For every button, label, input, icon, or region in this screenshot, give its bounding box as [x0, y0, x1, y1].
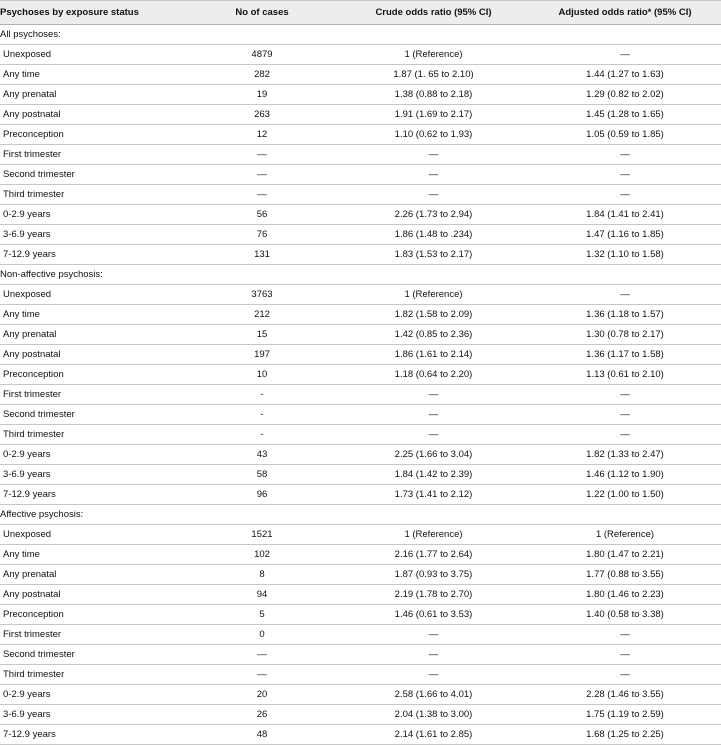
cases-cell: 131 — [186, 245, 338, 265]
cases-cell: 48 — [186, 725, 338, 745]
table-row — [0, 445, 721, 465]
crude-or-cell: 2.04 (1.38 to 3.00) — [338, 705, 529, 725]
cases-cell: — — [186, 645, 338, 665]
crude-or-cell: — — [338, 165, 529, 185]
section-label: All psychoses: — [0, 25, 721, 45]
crude-or-cell: 1.18 (0.64 to 2.20) — [338, 365, 529, 385]
row-label: 0-2.9 years — [0, 445, 186, 465]
cases-cell: 8 — [186, 565, 338, 585]
row-label: 7-12.9 years — [0, 485, 186, 505]
adjusted-or-cell: 1.45 (1.28 to 1.65) — [529, 105, 721, 125]
adjusted-or-cell: 1.29 (0.82 to 2.02) — [529, 85, 721, 105]
table-row — [0, 705, 721, 725]
row-label: Unexposed — [0, 525, 186, 545]
crude-or-cell: 2.19 (1.78 to 2.70) — [338, 585, 529, 605]
table-header — [0, 1, 721, 25]
crude-or-cell: 2.16 (1.77 to 2.64) — [338, 545, 529, 565]
section-row — [0, 505, 721, 525]
table-row — [0, 545, 721, 565]
table-row — [0, 725, 721, 745]
table-row — [0, 245, 721, 265]
crude-or-cell: 2.58 (1.66 to 4.01) — [338, 685, 529, 705]
table-row — [0, 605, 721, 625]
cases-cell: 94 — [186, 585, 338, 605]
table-row — [0, 305, 721, 325]
table-row — [0, 385, 721, 405]
crude-or-cell: 1.73 (1.41 to 2.12) — [338, 485, 529, 505]
crude-or-cell: — — [338, 385, 529, 405]
cases-cell: 3763 — [186, 285, 338, 305]
row-label: Preconception — [0, 605, 186, 625]
adjusted-or-cell: 1.40 (0.58 to 3.38) — [529, 605, 721, 625]
cases-cell: 282 — [186, 65, 338, 85]
adjusted-or-cell: 1.32 (1.10 to 1.58) — [529, 245, 721, 265]
adjusted-or-cell: 1 (Reference) — [529, 525, 721, 545]
crude-or-cell: 1 (Reference) — [338, 525, 529, 545]
table-row — [0, 185, 721, 205]
crude-or-cell: 2.26 (1.73 to 2.94) — [338, 205, 529, 225]
cases-cell: 20 — [186, 685, 338, 705]
cases-cell: — — [186, 185, 338, 205]
crude-or-cell: — — [338, 145, 529, 165]
table-row — [0, 585, 721, 605]
row-label: 7-12.9 years — [0, 725, 186, 745]
row-label: First trimester — [0, 145, 186, 165]
row-label: Third trimester — [0, 185, 186, 205]
header-crude-odds-ratio: Crude odds ratio (95% CI) — [338, 1, 529, 25]
row-label: Any prenatal — [0, 565, 186, 585]
adjusted-or-cell: 1.36 (1.17 to 1.58) — [529, 345, 721, 365]
crude-or-cell: 1.86 (1.61 to 2.14) — [338, 345, 529, 365]
row-label: 3-6.9 years — [0, 465, 186, 485]
table-row — [0, 205, 721, 225]
table-row — [0, 465, 721, 485]
crude-or-cell: 1.46 (0.61 to 3.53) — [338, 605, 529, 625]
adjusted-or-cell: — — [529, 185, 721, 205]
cases-cell: 58 — [186, 465, 338, 485]
row-label: Second trimester — [0, 165, 186, 185]
crude-or-cell: 1.38 (0.88 to 2.18) — [338, 85, 529, 105]
crude-or-cell: 2.25 (1.66 to 3.04) — [338, 445, 529, 465]
section-label: Non-affective psychosis: — [0, 265, 721, 285]
table-body — [0, 25, 721, 745]
crude-or-cell: — — [338, 405, 529, 425]
crude-or-cell: 1 (Reference) — [338, 45, 529, 65]
table-row — [0, 665, 721, 685]
cases-cell: 96 — [186, 485, 338, 505]
cases-cell: — — [186, 145, 338, 165]
crude-or-cell: 2.14 (1.61 to 2.85) — [338, 725, 529, 745]
row-label: Any prenatal — [0, 325, 186, 345]
row-label: Unexposed — [0, 45, 186, 65]
adjusted-or-cell: — — [529, 145, 721, 165]
row-label: Any postnatal — [0, 105, 186, 125]
cases-cell: 10 — [186, 365, 338, 385]
adjusted-or-cell: 1.47 (1.16 to 1.85) — [529, 225, 721, 245]
header-no-of-cases: No of cases — [186, 1, 338, 25]
row-label: Any time — [0, 65, 186, 85]
crude-or-cell: 1.87 (0.93 to 3.75) — [338, 565, 529, 585]
table-row — [0, 565, 721, 585]
row-label: Any prenatal — [0, 85, 186, 105]
table-row — [0, 645, 721, 665]
adjusted-or-cell: — — [529, 645, 721, 665]
table-row — [0, 685, 721, 705]
adjusted-or-cell: 1.82 (1.33 to 2.47) — [529, 445, 721, 465]
cases-cell: 76 — [186, 225, 338, 245]
adjusted-or-cell: 1.22 (1.00 to 1.50) — [529, 485, 721, 505]
section-row — [0, 25, 721, 45]
table-row — [0, 225, 721, 245]
cases-cell: 102 — [186, 545, 338, 565]
adjusted-or-cell: — — [529, 425, 721, 445]
row-label: Any time — [0, 545, 186, 565]
table-row — [0, 425, 721, 445]
adjusted-or-cell: — — [529, 385, 721, 405]
adjusted-or-cell: — — [529, 285, 721, 305]
crude-or-cell: 1.83 (1.53 to 2.17) — [338, 245, 529, 265]
adjusted-or-cell: — — [529, 625, 721, 645]
table-row — [0, 165, 721, 185]
row-label: Any time — [0, 305, 186, 325]
adjusted-or-cell: 1.80 (1.47 to 2.21) — [529, 545, 721, 565]
table-row — [0, 485, 721, 505]
crude-or-cell: 1 (Reference) — [338, 285, 529, 305]
row-label: Second trimester — [0, 405, 186, 425]
cases-cell: - — [186, 405, 338, 425]
table-row — [0, 405, 721, 425]
row-label: Preconception — [0, 365, 186, 385]
adjusted-or-cell: 1.44 (1.27 to 1.63) — [529, 65, 721, 85]
section-label: Affective psychosis: — [0, 505, 721, 525]
row-label: 3-6.9 years — [0, 225, 186, 245]
cases-cell: 0 — [186, 625, 338, 645]
row-label: 0-2.9 years — [0, 685, 186, 705]
adjusted-or-cell: 1.80 (1.46 to 2.23) — [529, 585, 721, 605]
adjusted-or-cell: 1.36 (1.18 to 1.57) — [529, 305, 721, 325]
adjusted-or-cell: 1.84 (1.41 to 2.41) — [529, 205, 721, 225]
crude-or-cell: — — [338, 665, 529, 685]
cases-cell: — — [186, 165, 338, 185]
table-row — [0, 45, 721, 65]
row-label: First trimester — [0, 385, 186, 405]
cases-cell: 5 — [186, 605, 338, 625]
crude-or-cell: 1.91 (1.69 to 2.17) — [338, 105, 529, 125]
table-row — [0, 625, 721, 645]
row-label: Preconception — [0, 125, 186, 145]
cases-cell: - — [186, 385, 338, 405]
adjusted-or-cell: 2.28 (1.46 to 3.55) — [529, 685, 721, 705]
row-label: 3-6.9 years — [0, 705, 186, 725]
table-row — [0, 525, 721, 545]
table-row — [0, 145, 721, 165]
cases-cell: — — [186, 665, 338, 685]
adjusted-or-cell: — — [529, 665, 721, 685]
row-label: 7-12.9 years — [0, 245, 186, 265]
header-row — [0, 1, 721, 25]
crude-or-cell: 1.42 (0.85 to 2.36) — [338, 325, 529, 345]
cases-cell: 212 — [186, 305, 338, 325]
adjusted-or-cell: 1.68 (1.25 to 2.25) — [529, 725, 721, 745]
adjusted-or-cell: 1.75 (1.19 to 2.59) — [529, 705, 721, 725]
adjusted-or-cell: 1.46 (1.12 to 1.90) — [529, 465, 721, 485]
section-row — [0, 265, 721, 285]
crude-or-cell: — — [338, 425, 529, 445]
cases-cell: 12 — [186, 125, 338, 145]
cases-cell: 263 — [186, 105, 338, 125]
header-adjusted-odds-ratio: Adjusted odds ratio* (95% CI) — [529, 1, 721, 25]
adjusted-or-cell: — — [529, 45, 721, 65]
table-row — [0, 365, 721, 385]
table-row — [0, 285, 721, 305]
row-label: 0-2.9 years — [0, 205, 186, 225]
cases-cell: 4879 — [186, 45, 338, 65]
table-row — [0, 105, 721, 125]
cases-cell: 26 — [186, 705, 338, 725]
header-exposure-status: Psychoses by exposure status — [0, 1, 186, 25]
cases-cell: 197 — [186, 345, 338, 365]
table-row — [0, 325, 721, 345]
row-label: First trimester — [0, 625, 186, 645]
adjusted-or-cell: 1.13 (0.61 to 2.10) — [529, 365, 721, 385]
table-row — [0, 125, 721, 145]
adjusted-or-cell: 1.05 (0.59 to 1.85) — [529, 125, 721, 145]
table-row — [0, 65, 721, 85]
cases-cell: 19 — [186, 85, 338, 105]
crude-or-cell: 1.87 (1. 65 to 2.10) — [338, 65, 529, 85]
row-label: Second trimester — [0, 645, 186, 665]
cases-cell: - — [186, 425, 338, 445]
adjusted-or-cell: — — [529, 405, 721, 425]
cases-cell: 56 — [186, 205, 338, 225]
crude-or-cell: 1.86 (1.48 to .234) — [338, 225, 529, 245]
crude-or-cell: — — [338, 625, 529, 645]
crude-or-cell: — — [338, 645, 529, 665]
table-row — [0, 345, 721, 365]
adjusted-or-cell: 1.30 (0.78 to 2.17) — [529, 325, 721, 345]
row-label: Any postnatal — [0, 345, 186, 365]
cases-cell: 15 — [186, 325, 338, 345]
cases-cell: 1521 — [186, 525, 338, 545]
crude-or-cell: 1.10 (0.62 to 1.93) — [338, 125, 529, 145]
cases-cell: 43 — [186, 445, 338, 465]
row-label: Any postnatal — [0, 585, 186, 605]
adjusted-or-cell: — — [529, 165, 721, 185]
adjusted-or-cell: 1.77 (0.88 to 3.55) — [529, 565, 721, 585]
row-label: Unexposed — [0, 285, 186, 305]
table-row — [0, 85, 721, 105]
row-label: Third trimester — [0, 665, 186, 685]
row-label: Third trimester — [0, 425, 186, 445]
crude-or-cell: 1.82 (1.58 to 2.09) — [338, 305, 529, 325]
crude-or-cell: 1.84 (1.42 to 2.39) — [338, 465, 529, 485]
crude-or-cell: — — [338, 185, 529, 205]
